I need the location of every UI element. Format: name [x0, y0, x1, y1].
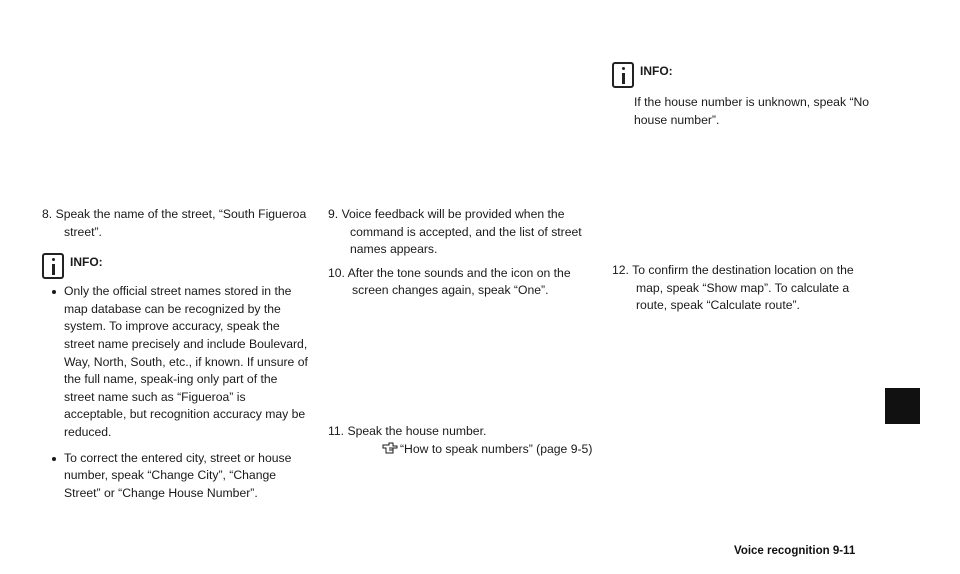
- info-bullet-1: [42, 283, 308, 441]
- info-box-1: [42, 253, 308, 502]
- info-bullet-1-text: Only the official street names stored in the map database can be recognized by the system. To improve accuracy, speak the street name precisely and include Boulevard, Way, North, South, etc., if known. If unsure of the full name, speak-ing only part of the street name such as “Figueroa” is acceptable, but recognition accuracy may be reduced.: [64, 284, 308, 439]
- bullet-dot-icon: [52, 457, 56, 461]
- info-bullet-2: [42, 450, 308, 503]
- column-2: [328, 206, 596, 300]
- step-9-text: Voice feedback will be provided when the command is accepted, and the list of street names appears.: [341, 207, 582, 257]
- step-10: [328, 265, 596, 300]
- info-heading-2: [612, 62, 882, 92]
- step-12: [612, 262, 882, 315]
- info-heading-1: [42, 253, 308, 283]
- info-icon: [42, 253, 64, 279]
- step-11: [328, 423, 596, 441]
- step-10-text: After the tone sounds and the icon on the screen changes again, speak “One”.: [347, 265, 571, 298]
- step-8-text: Speak the name of the street, “South Figueroa street”.: [55, 207, 307, 239]
- step-11-reference-text: “How to speak numbers” (page 9-5): [400, 441, 593, 456]
- step-9: [328, 206, 596, 259]
- step-9-number: 9.: [328, 207, 339, 221]
- step-11-block: [328, 423, 596, 458]
- step-10-number: 10.: [328, 265, 345, 280]
- info-icon: [612, 62, 634, 88]
- step-8-number: 8.: [42, 207, 53, 221]
- step-11-text: Speak the house number.: [347, 424, 487, 438]
- step-8: [42, 206, 308, 241]
- step-12-text: To confirm the destination location on the map, speak “Show map”. To calculate a route, speak “Calculate route”.: [632, 263, 854, 313]
- info-title-2: INFO:: [640, 64, 673, 78]
- step-12-block: [612, 262, 882, 315]
- column-1: [42, 206, 308, 502]
- page-footer: Voice recognition 9-11: [734, 545, 856, 557]
- info-bullet-2-text: To correct the entered city, street or house number, speak “Change City”, “Change Street” or “Change House Number”.: [64, 450, 292, 500]
- info-2-text: If the house number is unknown, speak “No house number”.: [634, 95, 870, 127]
- info-box-2: [612, 62, 882, 129]
- column-3: [612, 62, 882, 129]
- step-12-number: 12.: [612, 263, 629, 277]
- info-title-1: INFO:: [70, 255, 103, 270]
- step-11-number: 11.: [328, 424, 345, 438]
- step-11-reference[interactable]: [328, 441, 596, 459]
- chapter-tab: [885, 388, 920, 424]
- reference-pointer-icon: [382, 442, 398, 454]
- bullet-dot-icon: [52, 290, 56, 294]
